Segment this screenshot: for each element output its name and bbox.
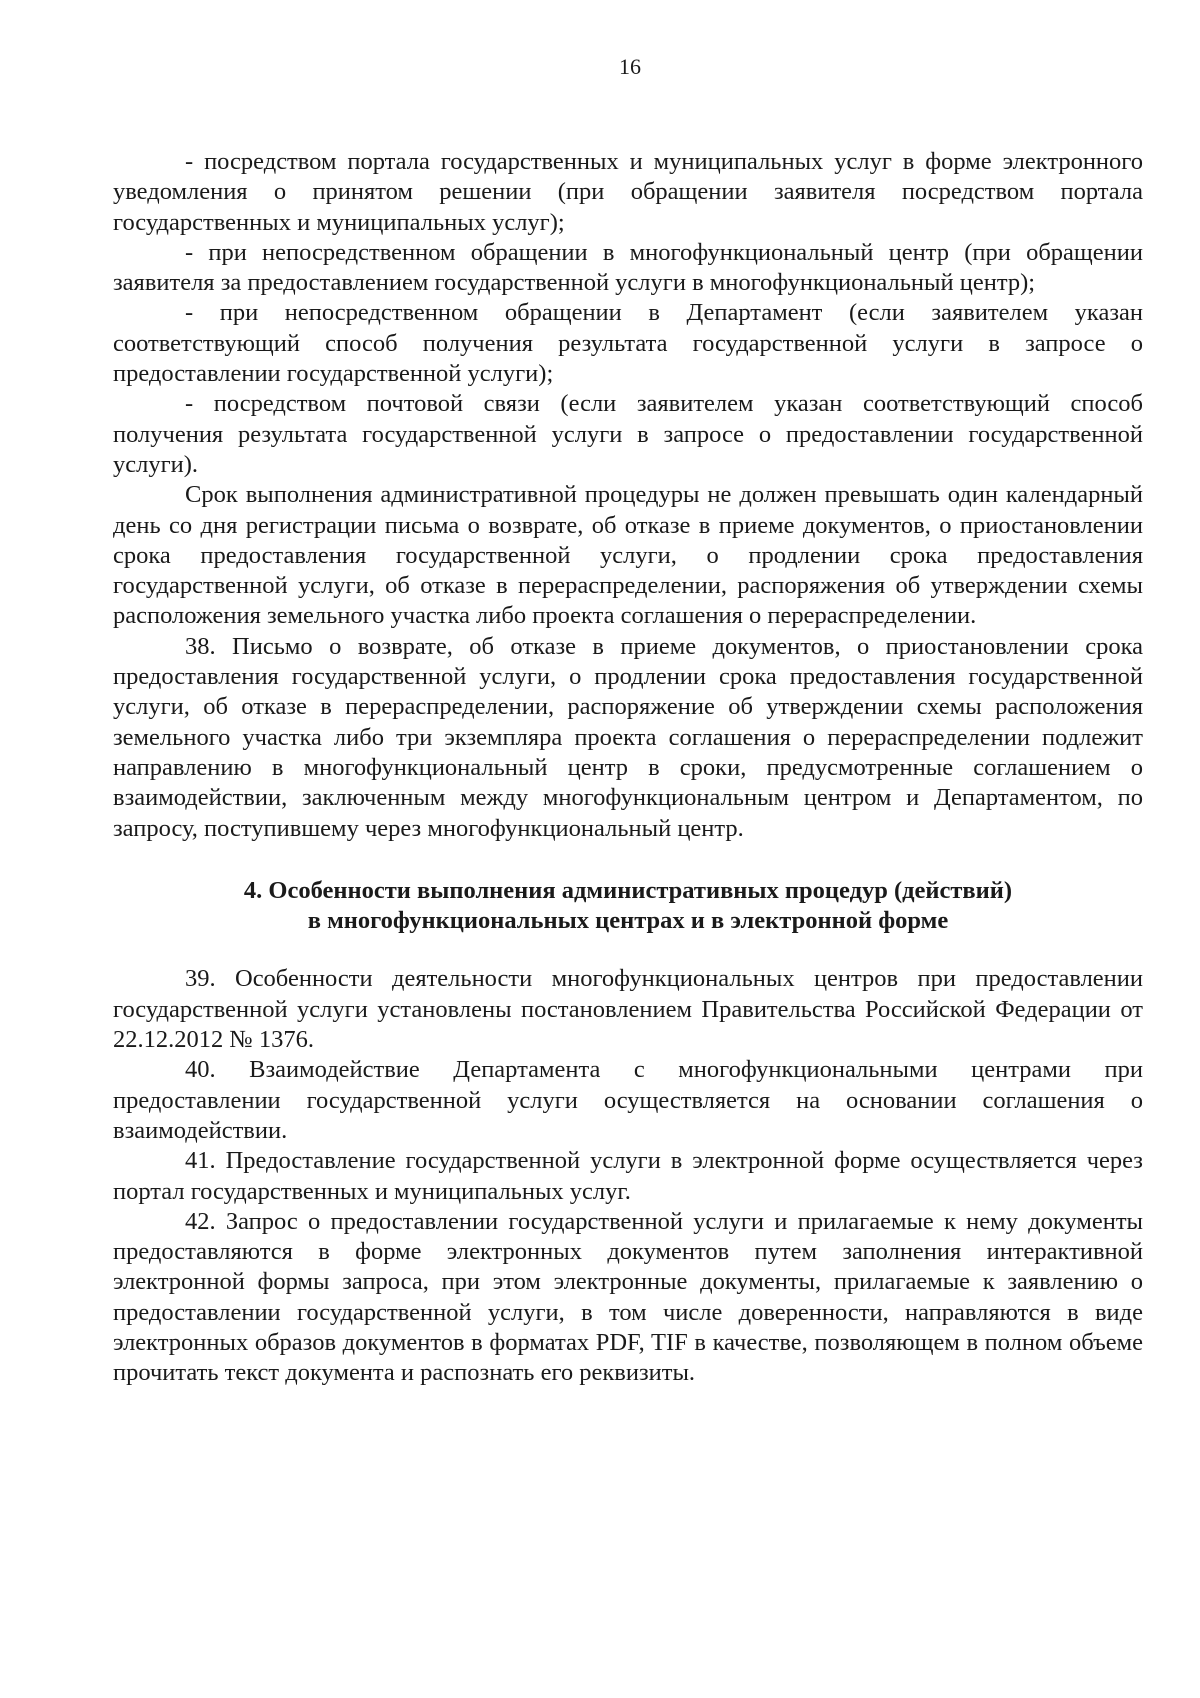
paragraph-deadline: Срок выполнения административной процедуры не должен превышать один календарный день со дня регистрации письма о возврате, об отказе в приеме документов, о приостановлении срока предоставления государственной услуги, о продлении срока предоставления государственной услуги, об отказе в перераспределении, распоряжения об утверждении схемы расположения земельного участка либо проекта соглашения о перераспределении. — [113, 481, 1143, 630]
paragraph-39: 39. Особенности деятельности многофункциональных центров при предоставлении государственной услуги установлены постановлением Правительства Российской Федерации от 22.12.2012 № 1376. — [113, 965, 1143, 1054]
paragraph-department-direct: - при непосредственном обращении в Департамент (если заявителем указан соответствующий способ получения результата государственной услуги в запросе о предоставлении государственной услуги); — [113, 299, 1143, 388]
paragraph-mfc-direct: - при непосредственном обращении в многофункциональный центр (при обращении заявителя за предоставлением государственной услуги в многофункциональный центр); — [113, 238, 1143, 297]
paragraph-41: 41. Предоставление государственной услуги в электронной форме осуществляется через портал государственных и муниципальных услуг. — [113, 1147, 1143, 1205]
paragraph-38: 38. Письмо о возврате, об отказе в приеме документов, о приостановлении срока предоставления государственной услуги, о продлении срока предоставления государственной услуги, об отказе в перераспределении, распоряжение об утверждении схемы расположения земельного участка либо три экземпляра проекта соглашения о перераспределении подлежит направлению в многофункциональный центр в сроки, предусмотренные соглашением о взаимодействии, заключенным между многофункциональным центром и Департаментом, по запросу, поступившему через многофункциональный центр. — [113, 632, 1143, 842]
page-number: 16 — [619, 54, 641, 79]
paragraph-portal-notification: - посредством портала государственных и муниципальных услуг в форме электронного уведомления о принятом решении (при обращении заявителя посредством портала государственных и муниципальных услуг); — [113, 148, 1143, 236]
section-heading-line-1: 4. Особенности выполнения административных процедур (действий) — [243, 876, 1013, 904]
document-body — [113, 147, 1143, 1389]
paragraph-42: 42. Запрос о предоставлении государственной услуги и прилагаемые к нему документы предоставляются в форме электронных документов путем заполнения интерактивной электронной формы запроса, при этом электронные документы, прилагаемые к заявлению о предоставлении государственной услуги, в том числе доверенности, направляются в виде электронных образов документов в форматах PDF, TIF в качестве, позволяющем в полном объеме прочитать текст документа и распознать его реквизиты. — [113, 1207, 1143, 1387]
paragraph-40: 40. Взаимодействие Департамента с многофункциональными центрами при предоставлении государственной услуги осуществляется на основании соглашения о взаимодействии. — [113, 1056, 1143, 1144]
paragraph-postal: - посредством почтовой связи (если заявителем указан соответствующий способ получения результата государственной услуги в запросе о предоставлении государственной услуги). — [113, 390, 1143, 478]
section-heading-line-2: в многофункциональных центрах и в электронной форме — [307, 907, 949, 935]
section-heading — [113, 876, 1143, 937]
